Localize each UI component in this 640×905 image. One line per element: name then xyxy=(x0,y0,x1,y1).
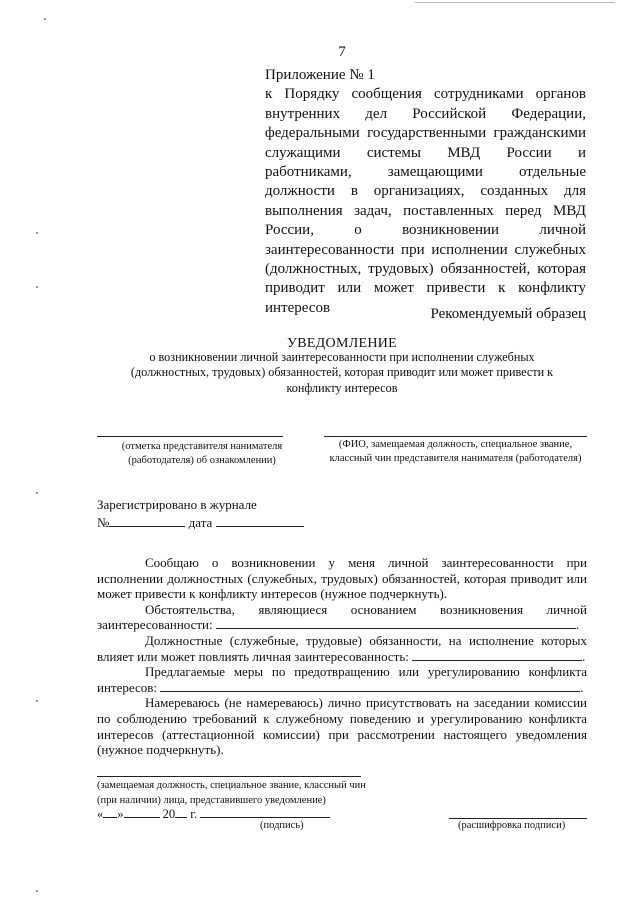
day-blank[interactable] xyxy=(103,806,117,818)
decode-line xyxy=(449,818,587,819)
year-blank[interactable] xyxy=(175,806,187,818)
scan-speck xyxy=(36,492,38,494)
measures-blank[interactable] xyxy=(160,680,580,692)
recommended-sample-label: Рекомендуемый образец xyxy=(430,306,586,322)
signature-left-line xyxy=(97,436,283,437)
signature-blank[interactable] xyxy=(200,806,330,818)
signature-left-caption: (отметка представителя нанимателя (работодателя) об ознакомлении) xyxy=(121,441,283,466)
notice-title: УВЕДОМЛЕНИЕ xyxy=(286,336,398,351)
measures-text: Предлагаемые меры по предотвращению или урегулированию конфликта интересов: xyxy=(97,664,587,695)
year-suffix: г. xyxy=(190,807,198,821)
scan-speck xyxy=(36,286,38,288)
paragraph-notice-statement: Сообщаю о возникновении у меня личной заинтересованности при исполнении должностных (служебных, трудовых) обязанностей, которая приводит или может привести к конфликту интересов (нужное подчеркнуть). xyxy=(97,555,587,602)
registration-number-label: № xyxy=(97,515,110,530)
registration-date-blank[interactable] xyxy=(216,514,304,527)
duties-text: Должностные (служебные, трудовые) обязанности, на исполнение которых влияет или может повлиять личная заинтересованность: xyxy=(97,632,587,664)
registration-fields xyxy=(97,514,304,532)
decode-caption: (расшифровка подписи) xyxy=(458,820,566,831)
registration-number-blank[interactable] xyxy=(109,514,185,527)
paragraph-circumstances: Обстоятельства, являющиеся основанием возникновения личной заинтересованности: . xyxy=(97,601,587,633)
registration-date-label: дата xyxy=(188,515,213,530)
paragraph-measures: Предлагаемые меры по предотвращению или урегулированию конфликта интересов: . xyxy=(97,664,587,695)
notice-body xyxy=(97,555,587,758)
quote-open: « xyxy=(97,807,104,821)
signature-right-line xyxy=(324,436,587,437)
signature-caption: (подпись) xyxy=(260,820,304,831)
position-caption: (замещаемая должность, специальное звание, классный чин (при наличии) лица, представившего уведомление) xyxy=(97,780,366,806)
notice-subtitle: о возникновении личной заинтересованности при исполнении служебных (должностных, трудовых) обязанностей, которая приводит или может привести к конфликту интересов xyxy=(130,350,554,395)
paragraph-duties: Должностные (служебные, трудовые) обязанности, на исполнение которых влияет или может повлиять личная заинтересованность: . xyxy=(97,632,587,664)
paragraph-attendance: Намереваюсь (не намереваюсь) лично присутствовать на заседании комиссии по соблюдению требований к служебному поведению и урегулированию конфликта интересов (аттестационной комиссии) при рассмотрении настоящего уведомления (нужное подчеркнуть). xyxy=(97,695,587,758)
appendix-title: Приложение № 1 xyxy=(265,67,375,83)
signature-right-caption: (ФИО, замещаемая должность, специальное звание, классный чин представителя нанимателя (работодателя) xyxy=(329,439,582,464)
scan-speck xyxy=(36,890,38,892)
scan-speck xyxy=(44,18,46,20)
quote-close: » xyxy=(117,807,124,821)
appendix-block xyxy=(265,66,586,318)
year-prefix: 20 xyxy=(162,807,176,821)
scan-edge-mark xyxy=(415,2,615,3)
circumstances-text: Обстоятельства, являющиеся основанием возникновения личной заинтересованности: xyxy=(97,601,587,633)
appendix-body: к Порядку сообщения сотрудниками органов внутренних дел Российской Федерации, федеральными государственными гражданскими служащими системы МВД России и работниками, замещающими отдельные должности в организациях, созданных для выполнения задач, поставленных перед МВД России, о возникновении личной заинтересованности при исполнении служебных (должностных, трудовых) обязанностей, которая приводит или может привести к конфликту интересов xyxy=(265,86,586,316)
circumstances-blank[interactable] xyxy=(216,617,576,629)
month-blank[interactable] xyxy=(124,806,160,818)
duties-blank[interactable] xyxy=(412,649,582,661)
registration-block xyxy=(97,496,304,532)
registration-label: Зарегистрировано в журнале xyxy=(97,497,257,512)
page-number: 7 xyxy=(338,44,346,60)
scan-speck xyxy=(36,700,38,702)
position-line xyxy=(97,776,361,777)
scan-speck xyxy=(36,232,38,234)
